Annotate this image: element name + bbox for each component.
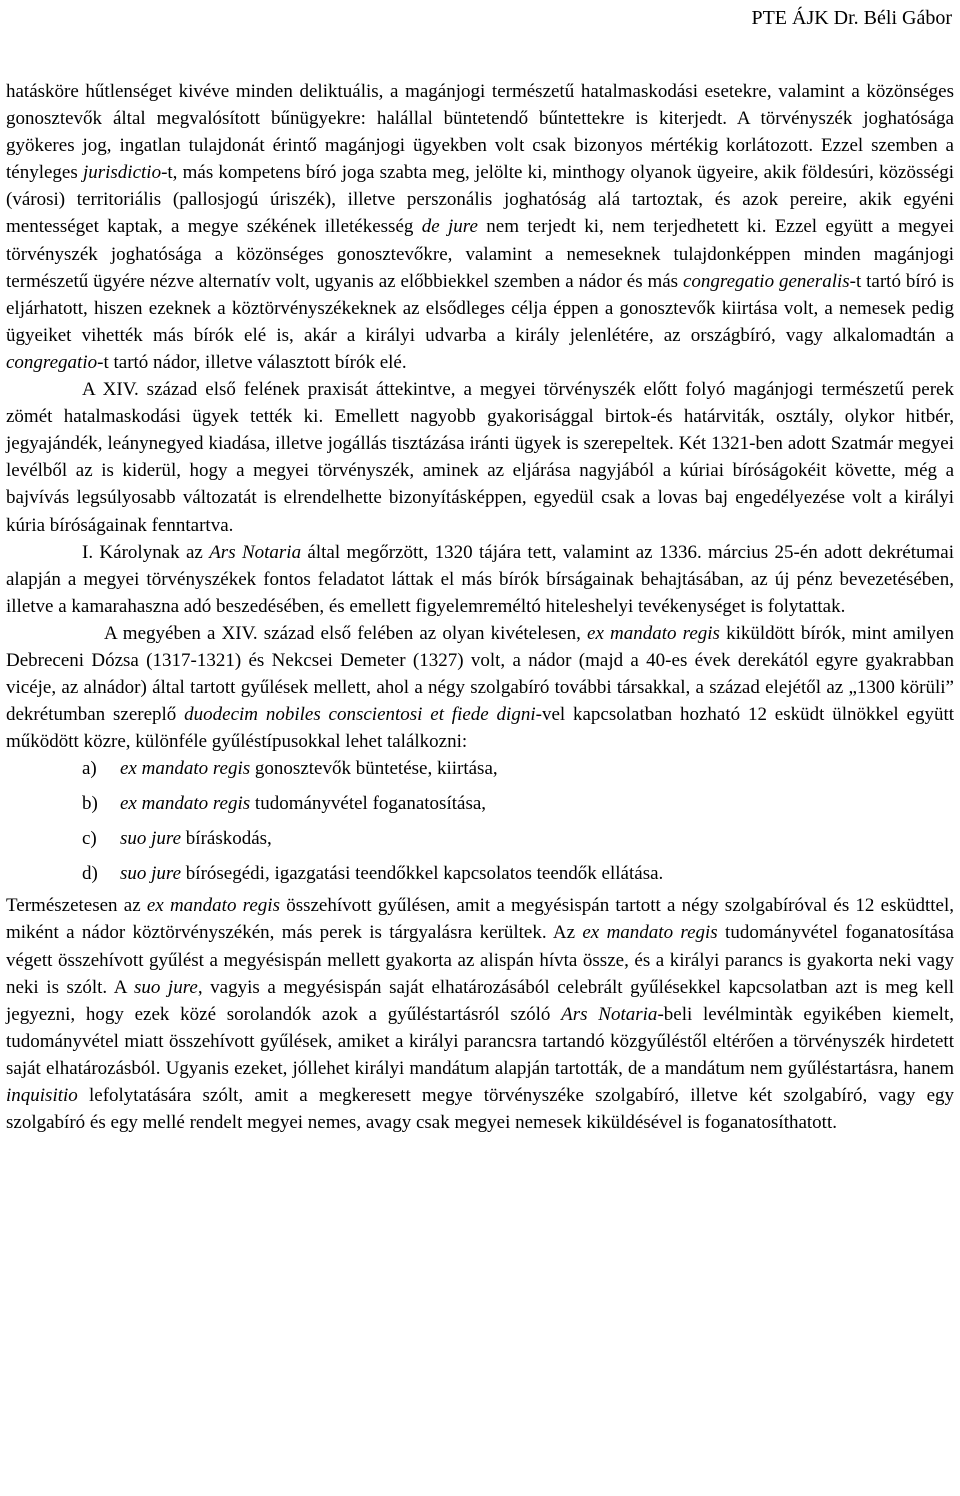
italic-term: congregatio [6,351,98,373]
list-marker: d) [82,863,98,885]
italic-term: Ars Notaria [561,1003,658,1025]
text-run: lefolytatására szólt, amit a megkeresett megye törvényszéke szolgabíró, illetve két szolgabíró, vagy egy szolgabíró és egy mellé rendelt megyei nemes, avagy csak megyei nemesek kiküldésével is foganatosíthatott. [6,1085,954,1134]
italic-term: duodecim nobiles conscientosi et fiede digni [184,704,536,726]
list-marker: c) [82,828,97,850]
italic-term: inquisitio [6,1085,78,1106]
text-run: , vagyis a megyésispán saját elhatározásából celebrált gyűlésekkel kapcsolatban azt is meg kell jegyezni, hogy ezek közé sorolandók azok a gyűléstartásról szóló [6,976,954,1025]
text-run: bíráskodás, [181,828,272,850]
list-item [6,755,954,782]
text-run: által megőrzött, 1320 tájára tett, valamint az 1336. március 25-én adott dekrétumai alapján a megyei törvényszékek fontos feladatot láttak el más bírók bírságainak behajtásában, az új pénz bevezetésében, illetve a kamarahaszna adó beszedésében, és emellett figyelemreméltó hiteleshelyi tevékenységet is folytattak. [6,541,954,617]
text-run: -t, más kompetens bíró joga szabta meg, jelölte ki, minthogy olyanok ügyeire, akik földesúri, közösségi (városi) territoriális (pallosjogú úriszék), illetve perszonális joghatóság alá tartoztak, és azok pereire, akik egyéni mentességet kaptak, a megye székének illetékesség [6,162,954,238]
text-run: összehívott gyűlésen, amit a megyésispán tartott a négy szolgabíróval és 12 esküdttel, miként a nádor köztörvényszékén, más perek is tárgyalásra kerültek. Az [6,895,954,944]
text-run: -beli levélmintàk egyikében kiemelt, tudományvétel miatt összehívott gyűlések, amiket a királyi parancsra tartandó közgyűléstől eltérően a törvényszék hirdetett saját elhatározásból. Ugyanis ezeket, jóllehet királyi mandátum alapján tartották, de a mandátum nem gyűléstartásra, hanem [6,1003,954,1079]
meeting-types-list [6,755,954,887]
text-run: -t tartó nádor, illetve választott bírók elé. [97,351,407,373]
italic-term: suo jure [120,863,182,885]
italic-term: ex mandato regis [120,758,251,780]
list-marker: b) [82,793,98,815]
text-run: A megyében a XIV. század első felében az olyan kivételesen, [104,622,588,644]
paragraph-4 [6,620,954,755]
text-run: hatásköre hűtlenséget kivéve minden deliktuális, a magánjogi természetű hatalmaskodási esetekre, valamint a közönséges gonosztevők által megvalósított bűnügyekre: halállal büntetendő bűntettekre is kiterjedt. A törvényszék joghatósága gyökeres jog, ingatlan tulajdonát érintő magánjogi ügyekben volt csak bizonyos mértékig korlátozott. Ezzel szemben a tényleges [6,81,954,184]
italic-term: ex mandato regis [582,922,718,944]
paragraph-1 [6,78,954,376]
document-body [6,78,954,1136]
italic-term: suo jure [120,828,182,850]
paragraph-3 [6,539,954,620]
page-header: PTE ÁJK Dr. Béli Gábor [751,7,952,29]
text-run: A XIV. század első felének praxisát áttekintve, a megyei törvényszék előtt folyó magánjogi természetű perek zömét hatalmaskodási ügyek tették ki. Emellett nagyobb gyakorisággal birtok-és határviták, osztály, olykor hitbér, jegyajándék, leánynegyed kiadása, illetve jogállás tisztázása iránti ügyek is szerepeltek. Két 1321-ben adott Szatmár megyei levélből az is kiderül, hogy a megyei törvényszék, aminek az eljárása nagyjából a kúriai bíróságokéit követte, még a bajvívás legsúlyosabb változatát is elrendelhette bizonyításképpen, egyedül csak a lovas baj engedélyezése volt a királyi kúria bíróságainak fenntartva. [6,379,954,536]
text-run: -t tartó bíró is eljárhatott, hiszen ezeknek a köztörvényszékeknek az elsődleges célja éppen a gonosztevők kiirtása volt, a nemesek pedig ügyeiket vihették más bírók elé is, akár a királyi udvarba a király jelenlétére, az országbíró, vagy alkalomadtán a [6,270,954,346]
italic-term: ex mandato regis [146,895,280,917]
italic-term: ex mandato regis [120,793,251,815]
text-run: nem terjedt ki, nem terjedhetett ki. Ezzel együtt a megyei törvényszék joghatósága a közönséges gonosztevőkre, valamint a nemeseknek tulajdonképpen minden magánjogi természetű ügyére nézve alternatív volt, ugyanis az előbbiekkel szemben a nádor és más [6,216,955,292]
list-marker: a) [82,758,97,780]
text-run: Természetesen az [6,895,147,917]
text-run: tudományvétel foganatosítása végett összehívott gyűlést a megyésispán mellett gyakorta az alispán hívta össze, és a királyi parancs is gyakorta neki vagy neki is szólt. A [6,922,954,998]
text-run: tudományvétel foganatosítása, [250,793,487,815]
italic-term: ex mandato regis [587,622,720,644]
italic-term: suo jure [133,976,198,998]
list-item [6,860,954,887]
paragraph-2 [6,376,954,539]
italic-term: de jure [421,216,478,238]
text-run: -vel kapcsolatban hozható 12 esküdt ülnökkel együtt működött közre, különféle gyűléstípusokkal lehet találkozni: [6,704,955,753]
italic-term: congregatio generalis [682,270,850,292]
list-item [6,790,954,817]
italic-term: jurisdictio [82,162,162,184]
paragraph-5 [6,892,954,1136]
text-run: gonosztevők büntetése, kiirtása, [250,758,498,780]
text-run: kiküldött bírók, mint amilyen Debreceni Dózsa (1317-1321) és Nekcsei Demeter (1327) volt, a nádor (majd a 40-es évek derekától egyre gyakrabban vicéje, az alnádor) által tartott gyűlések mellett, ahol a négy szolgabíró további társakkal, a század elejétől az „1300 körüli” dekrétumban szereplő [6,622,954,726]
italic-term: Ars Notaria [209,541,302,563]
text-run: I. Károlynak az [82,541,210,563]
list-item [6,825,954,852]
text-run: bírósegédi, igazgatási teendőkkel kapcsolatos teendők ellátása. [181,863,664,885]
